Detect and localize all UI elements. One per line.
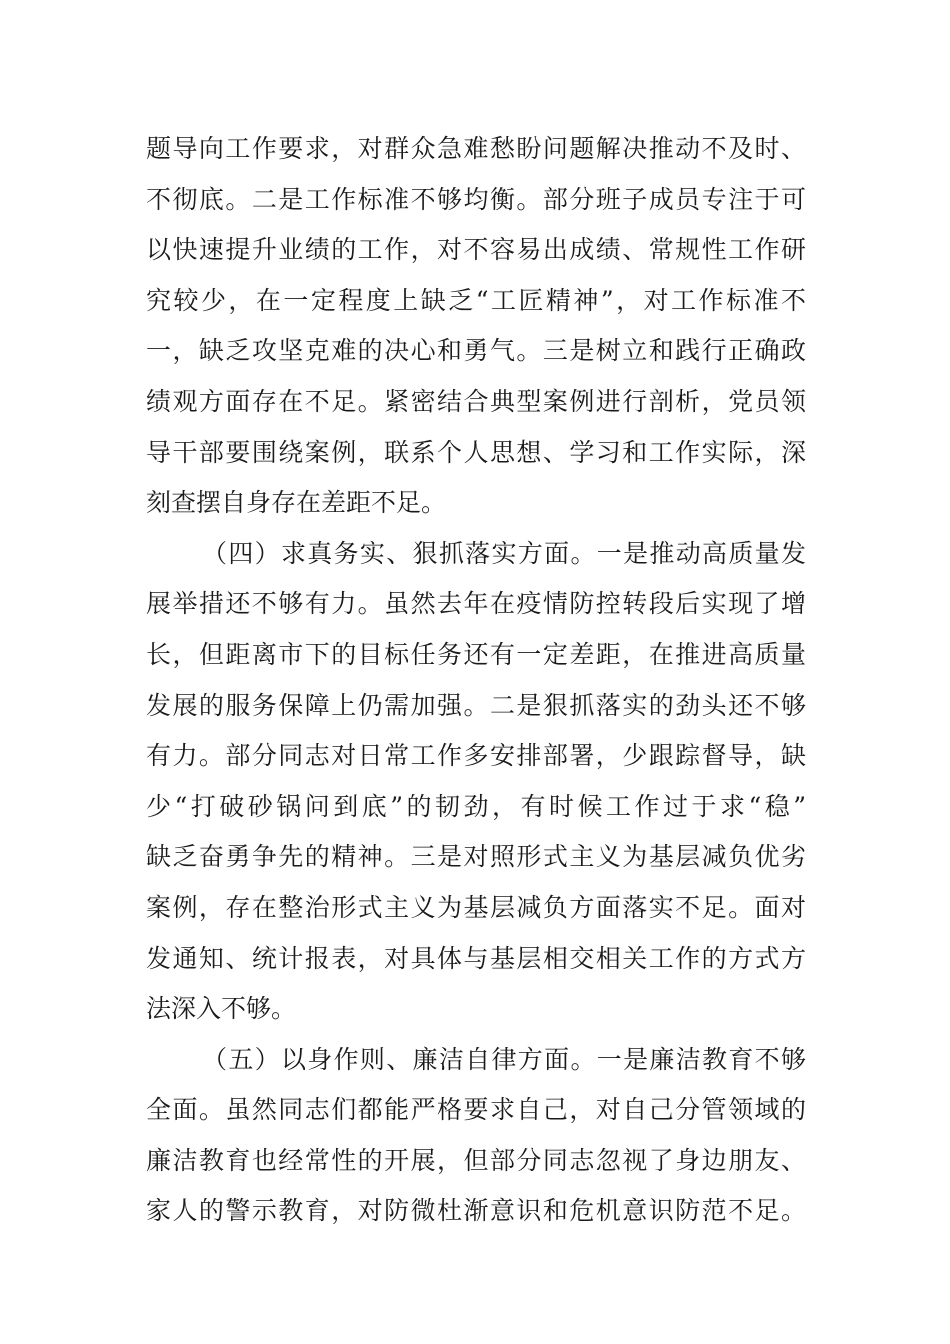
text-line: 导干部要围绕案例，联系个人思想、学习和工作实际，深 (146, 437, 806, 467)
text-line: 题导向工作要求，对群众急难愁盼问题解决推动不及时、 (146, 134, 806, 163)
text-line: 少“打破砂锅问到底”的韧劲，有时候工作过于求“稳” (146, 791, 806, 821)
section-heading-line-four: （四）求真务实、狠抓落实方面。一是推动高质量发 (202, 538, 806, 568)
text-line: 以快速提升业绩的工作，对不容易出成绩、常规性工作研 (146, 235, 806, 265)
paragraph-end-line: 法深入不够。 (146, 994, 297, 1024)
text-line: 家人的警示教育，对防微杜渐意识和危机意识防范不足。 (146, 1196, 806, 1226)
text-line: 绩观方面存在不足。紧密结合典型案例进行剖析，党员领 (146, 386, 806, 416)
paragraph-end-line: 刻查摆自身存在差距不足。 (146, 488, 447, 518)
text-line: 究较少，在一定程度上缺乏“工匠精神”，对工作标准不 (146, 285, 806, 315)
text-line: 有力。部分同志对日常工作多安排部署，少跟踪督导，缺 (146, 741, 806, 771)
text-line: 缺乏奋勇争先的精神。三是对照形式主义为基层减负优劣 (146, 842, 806, 872)
text-line: 长，但距离市下的目标任务还有一定差距，在推进高质量 (146, 639, 806, 669)
text-line: 案例，存在整治形式主义为基层减负方面落实不足。面对 (146, 892, 806, 922)
text-line: 展举措还不够有力。虽然去年在疫情防控转段后实现了增 (146, 589, 806, 619)
text-line: 廉洁教育也经常性的开展，但部分同志忽视了身边朋友、 (146, 1145, 806, 1175)
text-line: 一，缺乏攻坚克难的决心和勇气。三是树立和践行正确政 (146, 336, 806, 366)
document-body (146, 124, 806, 1237)
text-line: 不彻底。二是工作标准不够均衡。部分班子成员专注于可 (146, 184, 806, 214)
text-line: 全面。虽然同志们都能严格要求自己，对自己分管领域的 (146, 1095, 806, 1125)
text-line: 发通知、统计报表，对具体与基层相交相关工作的方式方 (146, 943, 806, 973)
section-heading-line-five: （五）以身作则、廉洁自律方面。一是廉洁教育不够 (202, 1044, 806, 1074)
text-line: 发展的服务保障上仍需加强。二是狠抓落实的劲头还不够 (146, 690, 806, 720)
